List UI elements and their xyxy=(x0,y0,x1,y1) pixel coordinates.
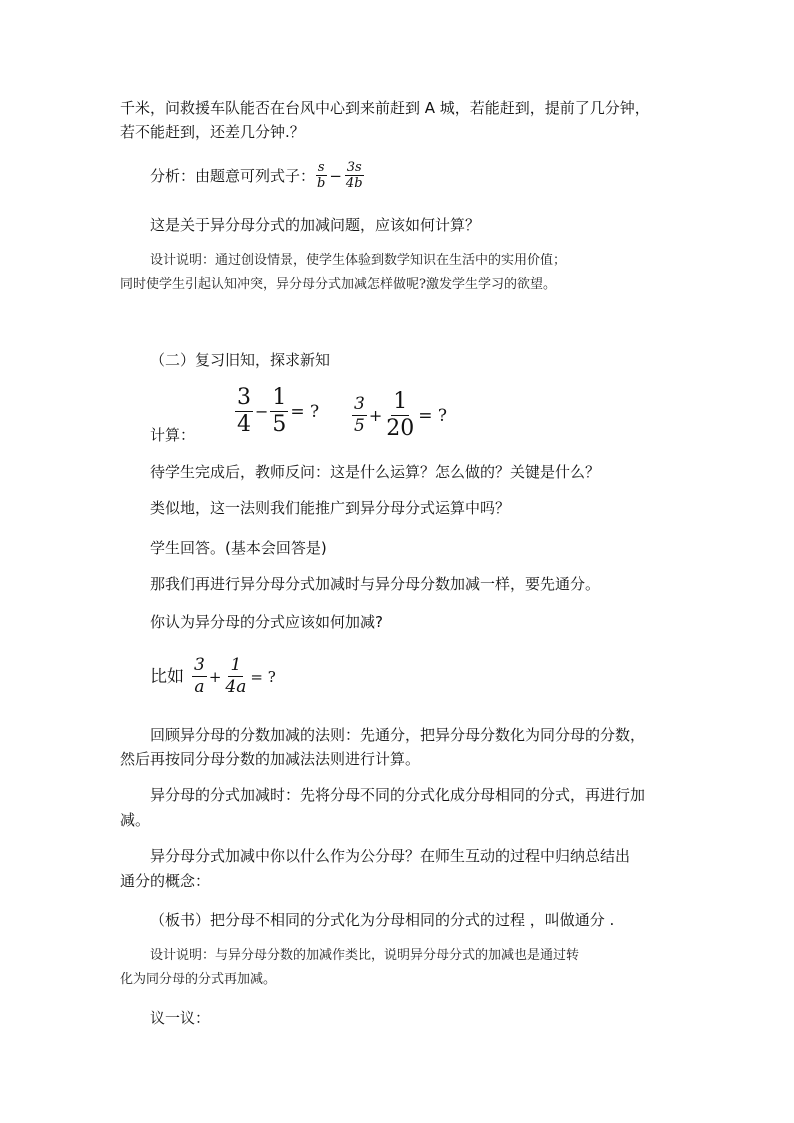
equals-question: = ? xyxy=(250,667,276,686)
paragraph-4: 那我们再进行异分母分式加减时与异分母分数加减一样，要先通分。 xyxy=(150,575,601,593)
example-label: 比如 xyxy=(150,666,184,687)
paragraph-8-line-1: 异分母分式加减中你以什么作为公分母？在师生互动的过程中归纳总结出 xyxy=(150,847,631,865)
plus-sign: + xyxy=(208,667,222,686)
minus-sign: − xyxy=(329,166,342,185)
board-writing-definition: （板书）把分母不相同的分式化为分母相同的分式的过程 ，叫做通分 . xyxy=(150,911,615,929)
design-note-1-line-1: 设计说明：通过创设情景，使学生体验到数学知识在生活中的实用价值； xyxy=(150,253,567,268)
analysis-label: 分析：由题意可列式子： xyxy=(150,166,316,185)
paragraph-8-line-2: 通分的概念： xyxy=(120,872,211,890)
design-note-2-line-2: 化为同分母的分式再加减。 xyxy=(120,972,277,987)
intro-line-1: 千米，问救援车队能否在台风中心到来前赶到 A 城，若能赶到，提前了几分钟， xyxy=(120,99,650,117)
plus-sign: + xyxy=(368,405,383,425)
equals-question: = ? xyxy=(418,405,447,426)
paragraph-3: 学生回答。(基本会回答是) xyxy=(150,539,327,557)
paragraph-2: 类似地，这一法则我们能推广到异分母分式运算中吗？ xyxy=(150,499,511,517)
fraction-s-over-b xyxy=(315,160,327,191)
calc-label: 计算： xyxy=(150,426,196,444)
question-line: 这是关于异分母分式的加减问题，应该如何计算？ xyxy=(150,216,481,234)
denominator: 20 xyxy=(386,416,415,441)
fraction-3-over-4 xyxy=(235,385,253,438)
numerator: 3 xyxy=(194,655,205,675)
design-note-2-line-1: 设计说明：与异分母分数的加减作类比，说明异分母分式的加减也是通过转 xyxy=(150,948,580,963)
section-heading: （二）复习旧知，探求新知 xyxy=(150,351,331,369)
fraction-3s-over-4b xyxy=(344,160,365,191)
calc-expression-1 xyxy=(235,385,321,438)
analysis-line xyxy=(150,160,365,191)
intro-line-2: 若不能赶到，还差几分钟.？ xyxy=(120,123,305,141)
denominator: 4a xyxy=(225,677,247,697)
numerator: 3 xyxy=(354,394,365,414)
denominator: b xyxy=(317,176,326,191)
numerator: 1 xyxy=(272,385,287,410)
calc-expression-2 xyxy=(352,389,449,442)
denominator: 4 xyxy=(237,412,251,437)
numerator: 3s xyxy=(346,160,362,175)
fraction-1-over-4a xyxy=(223,655,248,698)
numerator: 1 xyxy=(230,655,242,675)
minus-sign: − xyxy=(255,401,269,421)
design-note-1-line-2: 同时使学生引起认知冲突，异分母分式加减怎样做呢?激发学生学习的欲望。 xyxy=(120,277,556,292)
paragraph-6-line-2: 然后再按同分母分数的加减法法则进行计算。 xyxy=(120,750,421,768)
paragraph-7-line-1: 异分母的分式加减时：先将分母不同的分式化成分母相同的分式，再进行加 xyxy=(150,786,646,804)
fraction-1-over-20 xyxy=(384,389,416,442)
numerator: 1 xyxy=(393,389,408,414)
denominator: 5 xyxy=(354,416,365,436)
example-line xyxy=(150,655,278,698)
numerator: s xyxy=(317,160,325,175)
numerator: 3 xyxy=(237,385,251,410)
paragraph-7-line-2: 减。 xyxy=(120,811,151,829)
equals-question: = ? xyxy=(290,401,320,422)
denominator: a xyxy=(194,677,205,697)
fraction-3-over-a xyxy=(192,655,207,698)
paragraph-1: 待学生完成后，教师反问：这是什么运算？怎么做的？关键是什么？ xyxy=(150,463,601,481)
paragraph-6-line-1: 回顾异分母的分数加减的法则：先通分，把异分母分数化为同分母的分数， xyxy=(150,726,646,744)
denominator: 4b xyxy=(345,176,363,191)
discuss-heading: 议一议： xyxy=(150,1009,211,1027)
fraction-1-over-5 xyxy=(270,385,288,438)
denominator: 5 xyxy=(272,412,287,437)
fraction-3-over-5 xyxy=(352,394,367,437)
paragraph-5: 你认为异分母的分式应该如何加减? xyxy=(150,613,383,631)
